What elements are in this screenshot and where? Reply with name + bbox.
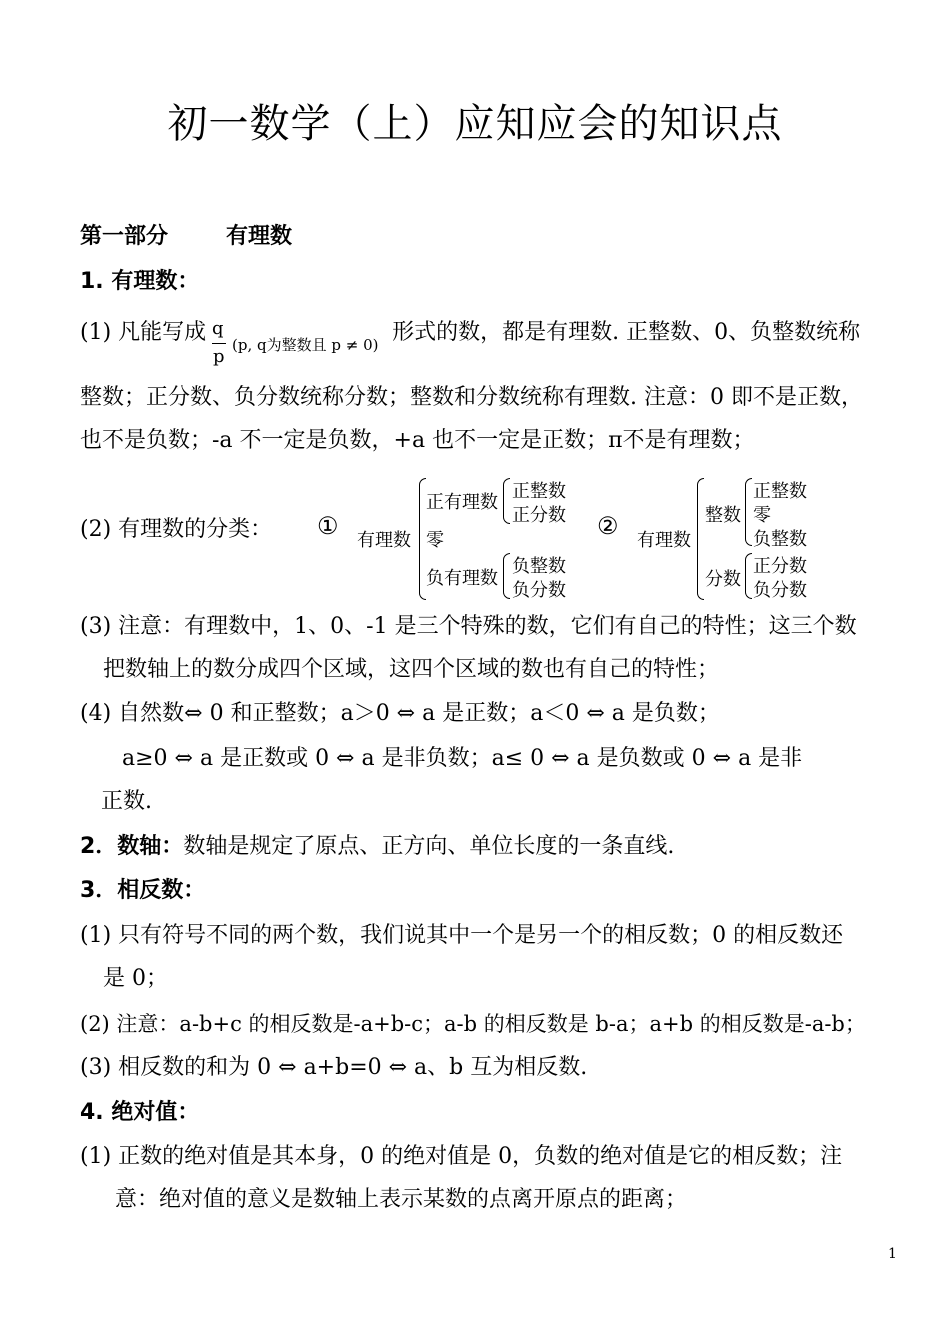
classification-1-positive-brace [503,478,510,524]
section-name: 有理数 [226,224,293,249]
para-1-suffix: 形式的数，都是有理数. 正整数、0、负整数统称 [392,320,861,345]
fraction-denominator: p [213,346,225,367]
classification-2-fraction: 分数 [705,569,741,590]
para-4-1-line-2: 意：绝对值的意义是数轴上表示某数的点离开原点的距离； [115,1187,688,1212]
heading-absolute-value: 4. 绝对值： [80,1100,200,1125]
classification-1-negative-fraction: 负分数 [512,580,566,601]
para-3-line-2: 把数轴上的数分成四个区域，这四个区域的数也有自己的特性； [103,657,720,682]
classification-2-integer: 整数 [705,505,741,526]
classification-2-zero: 零 [753,505,771,526]
section-label: 第一部分 [80,224,169,249]
fraction-bar [212,343,226,344]
para-2-label: (2) 有理数的分类： [80,517,273,542]
heading-rational-numbers: 1. 有理数： [80,269,200,294]
classification-1-zero: 零 [426,530,444,551]
classification-1-negative-integer: 负整数 [512,556,566,577]
classification-2-fraction-brace [745,553,752,599]
classification-1-positive-fraction: 正分数 [512,505,566,526]
classification-1-root: 有理数 [357,530,411,551]
classification-2-negative-fraction: 负分数 [753,580,807,601]
classification-1-positive: 正有理数 [426,492,498,513]
classification-2-root: 有理数 [637,530,691,551]
classification-1-brace [419,478,426,600]
para-3-line-1: (3) 注意：有理数中，1、0、-1 是三个特殊的数，它们有自己的特性；这三个数 [80,614,857,639]
section-heading [80,222,292,252]
para-1-line-2: 整数；正分数、负分数统称分数；整数和分数统称有理数. 注意：0 即不是正数， [80,385,863,410]
fraction-numerator: q [212,318,224,339]
classification-2-integer-brace [745,478,752,546]
classification-1-marker: ① [317,512,339,540]
para-3-1-line-2: 是 0； [103,966,168,991]
classification-2-positive-fraction: 正分数 [753,556,807,577]
para-3-1-line-1: (1) 只有符号不同的两个数，我们说其中一个是另一个的相反数；0 的相反数还 [80,923,844,948]
para-4-line-1: (4) 自然数⇔ 0 和正整数；a＞0 ⇔ a 是正数；a＜0 ⇔ a 是负数； [80,701,720,726]
para-3-3: (3) 相反数的和为 0 ⇔ a+b=0 ⇔ a、b 互为相反数. [80,1055,588,1080]
heading-number-line: 2．数轴： [80,834,184,859]
classification-2-brace [697,478,704,600]
para-1-line-1 [80,318,860,348]
page-title: 初一数学（上）应知应会的知识点 [167,101,783,147]
classification-1-positive-integer: 正整数 [512,481,566,502]
para-4-line-2: a≥0 ⇔ a 是正数或 0 ⇔ a 是非负数；a≤ 0 ⇔ a 是负数或 0 ⇔ a 是非 [122,746,803,771]
para-4-1-line-1: (1) 正数的绝对值是其本身，0 的绝对值是 0，负数的绝对值是它的相反数；注 [80,1144,843,1169]
fraction-condition: (p, q为整数且 p ≠ 0) [232,336,379,354]
classification-1-negative-brace [503,553,510,599]
para-1-prefix: (1) 凡能写成 [80,320,207,345]
para-4-line-3: 正数. [101,789,152,814]
classification-2-negative-integer: 负整数 [753,529,807,550]
classification-2-positive-integer: 正整数 [753,481,807,502]
number-line-definition: 数轴是规定了原点、正方向、单位长度的一条直线. [183,834,675,859]
classification-2-marker: ② [597,512,619,540]
para-1-line-3: 也不是负数；-a 不一定是负数，+a 也不一定是正数；π不是有理数； [80,428,755,453]
page-number: 1 [888,1246,897,1262]
number-line-entry [80,832,674,862]
classification-1-negative: 负有理数 [426,568,498,589]
heading-opposite-numbers: 3．相反数： [80,878,206,903]
para-3-2: (2) 注意：a-b+c 的相反数是-a+b-c；a-b 的相反数是 b-a；a+b 的相反数是-a-b； [80,1012,866,1036]
